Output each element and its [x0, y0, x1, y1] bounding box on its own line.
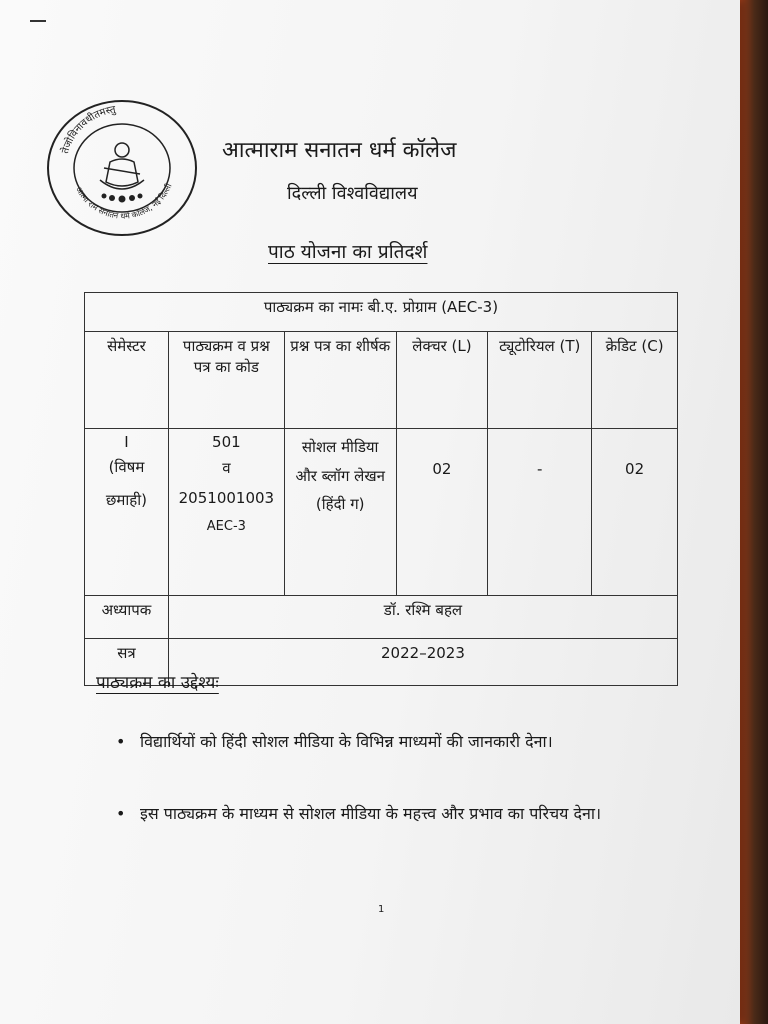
header-tutorial: ट्यूटोरियल (T): [488, 332, 592, 429]
teacher-name: डॉ. रश्मि बहल: [168, 596, 677, 639]
page-number: 1: [378, 904, 385, 915]
college-name: आत्माराम सनातन धर्म कॉलेज: [222, 138, 457, 163]
teacher-label: अध्यापक: [85, 596, 169, 639]
session-value: 2022–2023: [168, 639, 677, 686]
code-line-2: व: [222, 458, 231, 477]
code-line-3: 2051001003: [178, 489, 275, 507]
objective-item: [116, 797, 676, 831]
pen-mark: [30, 20, 46, 22]
svg-text:तेजोविनावधीतमस्तु: तेजोविनावधीतमस्तु: [60, 104, 117, 156]
course-plan-table: [84, 292, 678, 686]
code-line-4: AEC-3: [206, 518, 246, 534]
objective-text: विद्यार्थियों को हिंदी सोशल मीडिया के विभिन्न माध्यमों की जानकारी देना।: [140, 732, 553, 751]
bullet-icon: •: [116, 732, 126, 751]
objective-item: [116, 725, 676, 759]
teacher-row: [85, 596, 678, 639]
university-name: दिल्ली विश्वविद्यालय: [287, 183, 418, 204]
objective-text: इस पाठ्यक्रम के माध्यम से सोशल मीडिया के महत्त्व और प्रभाव का परिचय देना।: [140, 804, 602, 823]
session-label: सत्र: [85, 639, 169, 686]
cell-paper-title: सोशल मीडिया और ब्लॉग लेखन (हिंदी ग): [284, 429, 396, 596]
semester-text: (विषम छमाही): [105, 458, 147, 509]
header-paper-title: प्रश्न पत्र का शीर्षक: [284, 332, 396, 429]
table-header-row: [85, 332, 678, 429]
header-lecture: लेक्चर (L): [396, 332, 488, 429]
cell-semester: [85, 429, 169, 596]
cell-tutorial: -: [488, 429, 592, 596]
cell-credit: 02: [592, 429, 678, 596]
cell-code: [168, 429, 284, 596]
document-title: पाठ योजना का प्रतिदर्श: [268, 241, 428, 263]
course-name-cell: पाठ्यक्रम का नामः बी.ए. प्रोग्राम (AEC-3): [85, 293, 678, 332]
header-credit: क्रेडिट (C): [592, 332, 678, 429]
bullet-icon: •: [116, 804, 126, 823]
header-code: पाठ्यक्रम व प्रश्न पत्र का कोड: [168, 332, 284, 429]
table-data-row: [85, 429, 678, 596]
cell-lecture: 02: [396, 429, 488, 596]
svg-text:आत्मा राम सनातन धर्म कॉलेज, नई: आत्मा राम सनातन धर्म कॉलेज, नई दिल्ली: [74, 182, 174, 221]
college-seal-logo: [44, 98, 200, 238]
header-semester: सेमेस्टर: [85, 332, 169, 429]
course-name-row: [85, 293, 678, 332]
objectives-heading: पाठ्यक्रम का उद्देश्यः: [96, 673, 219, 693]
code-line-1: 501: [212, 433, 241, 451]
semester-number: I: [124, 433, 129, 451]
